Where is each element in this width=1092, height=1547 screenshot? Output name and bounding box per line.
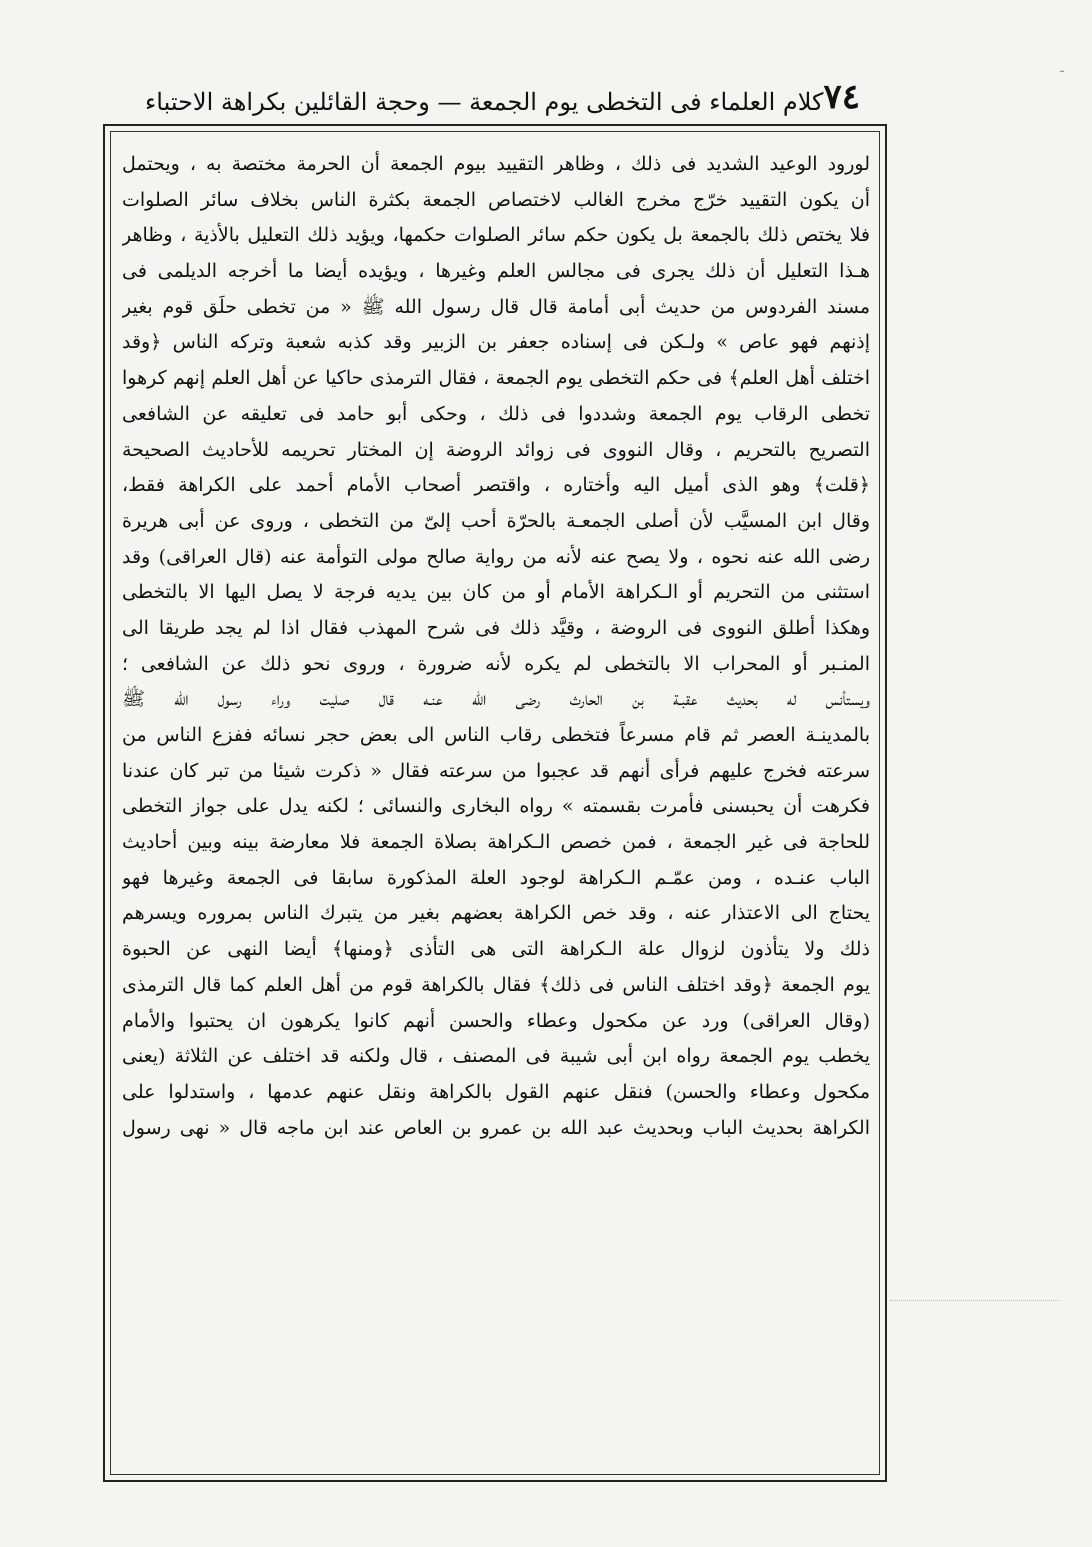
text-line: الباب عنـده ، ومن عمّـم الـكراهة لوجود العلة المذكورة سابقا فى الجمعة وغيرها فهو <box>122 866 870 889</box>
text-line: تخطى الرقاب يوم الجمعة وشددوا فى ذلك ، وحكى أبو حامد فى تعليقه عن الشافعى <box>122 402 870 425</box>
text-line: (وقال العراقى) ورد عن مكحول وعطاء والحسن أنهم كانوا يكرهون ان يحتبوا والأمام <box>122 1009 870 1032</box>
text-line: سرعته فخرج عليهم فرأى أنهم قد عجبوا من سرعته فقال « ذكرت شيئا من تبر كان عندنا <box>122 759 870 782</box>
text-line: هـذا التعليل أن ذلك يجرى فى مجالس العلم وغيرها ، ويؤيده أيضا ما أخرجه الديلمى فى <box>122 260 870 283</box>
text-line: يخطب يوم الجمعة رواه ابن أبى شيبة فى المصنف ، قال ولكنه قد اختلف عن الثلاثة (يعنى <box>122 1045 870 1068</box>
text-line: للحاجة فى غير الجمعة ، فمن خصص الـكراهة بصلاة الجمعة فلا معارضة بينه وبين أحاديث <box>122 831 870 854</box>
text-line: يحتاج الى الاعتذار عنه ، وقد خص الكراهة بعضهم بغير من يتبرك الناس بمروره ويسرهم <box>122 902 870 925</box>
text-line: بالمدينـة العصر ثم قام مسرعاً فتخطى رقاب الناس الى بعض حجر نسائه ففزع الناس من <box>122 724 870 746</box>
text-line: استثنى من التحريم أو الـكراهة الأمام أو من كان بين يديه فرجة لا يصل اليها الا بالتخطى <box>122 581 870 604</box>
text-line: إذنهم فهو عاص » ولـكن فى إسناده جعفر بن الزبير وقد كذبه شعبة وتركه الناس ﴿وقد <box>122 331 870 354</box>
page-number: ٧٤ <box>823 77 860 117</box>
text-line: فلا يختص ذلك بالجمعة بل يكون حكم سائر الصلوات حكمها، ويؤيد ذلك التعليل بالأذية ، وظاهر <box>122 224 870 247</box>
text-line: الكراهة بحديث الباب وبحديث عبد الله بن عمرو بن العاص عند ابن ماجه قال « نهى رسول <box>122 1116 870 1139</box>
text-line: ذلك ولا يتأذون لزوال علة الـكراهة التى هى التأذى ﴿ومنها﴾ أيضا النهى عن الحبوة <box>122 938 870 961</box>
text-line: فكرهت أن يحبسنى فأمرت بقسمته » رواه البخارى والنسائى ؛ لكنه يدل على جواز التخطى <box>122 795 870 818</box>
body-text <box>122 147 870 1447</box>
text-line: ويستأنس له بحديث عقبـة بن الحارث رضى الله عنـه قال صليت وراء رسول الله ﷺ <box>122 688 870 711</box>
text-line: رضى الله عنه نحوه ، ولا يصح عنه لأنه من رواية صالح مولى التوأمة عنه (قال العراقى) وقد <box>122 545 870 568</box>
text-line: مكحول وعطاء والحسن) فنقل عنهم القول بالكراهة ونقل عنهم عدمها ، واستدلوا على <box>122 1080 870 1103</box>
text-line: ﴿قلت﴾ وهو الذى أميل اليه وأختاره ، واقتصر أصحاب الأمام أحمد على الكراهة فقط، <box>122 474 870 497</box>
page-edge-mark <box>890 1300 1060 1302</box>
page-header <box>144 62 860 117</box>
text-line: يوم الجمعة ﴿وقد اختلف الناس فى ذلك﴾ فقال بالكراهة قوم من أهل العلم كما قال الترمذى <box>122 973 870 996</box>
text-line: مسند الفردوس من حديث أبى أمامة قال قال رسول الله ﷺ « من تخطى حلَق قوم بغير <box>122 295 870 318</box>
page-corner-mark: ـ <box>1060 60 1065 76</box>
running-title: كلام العلماء فى التخطى يوم الجمعة — وحجة القائلين بكراهة الاحتباء <box>144 88 824 116</box>
text-line: اختلف أهل العلم﴾ فى حكم التخطى يوم الجمعة ، فقال الترمذى حاكيا عن أهل العلم إنهم كرهوا <box>122 367 870 390</box>
text-line: وقال ابن المسيَّب لأن أصلى الجمعـة بالحرّة أحب إلىّ من التخطى ، وروى عن أبى هريرة <box>122 509 870 532</box>
text-line: لورود الوعيد الشديد فى ذلك ، وظاهر التقييد بيوم الجمعة أن الحرمة مختصة به ، ويحتمل <box>122 153 870 175</box>
text-line: وهكذا أطلق النووى فى الروضة ، وقيَّد ذلك فى شرح المهذب فقال اذا لم يجد طريقا الى <box>122 616 870 639</box>
text-line: المنـبر أو المحراب الا بالتخطى لم يكره لأنه ضرورة ، وروى نحو ذلك عن الشافعى ؛ <box>122 652 870 675</box>
text-line: التصريح بالتحريم ، وقال النووى فى زوائد الروضة إن المختار تحريمه للأحاديث الصحيحة <box>122 438 870 461</box>
text-line: أن يكون التقييد خرّج مخرج الغالب لاختصاص الجمعة بكثرة الناس بخلاف سائر الصلوات <box>122 188 870 211</box>
